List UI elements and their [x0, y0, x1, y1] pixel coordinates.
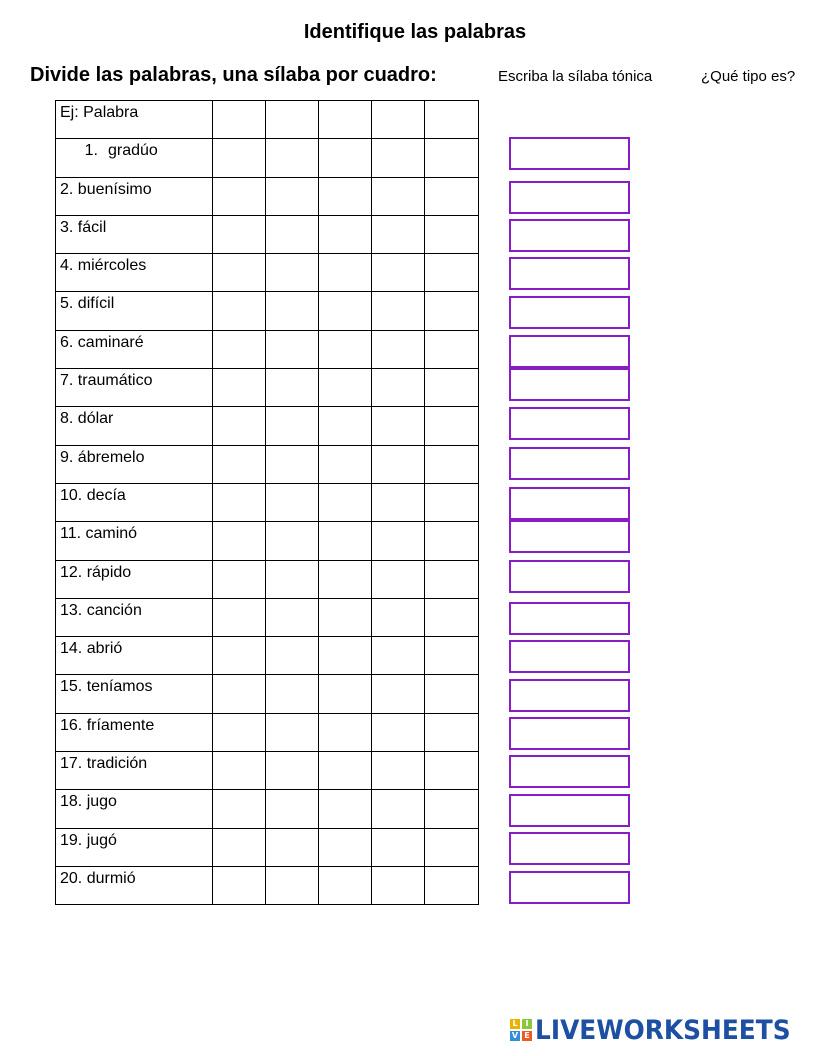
tonic-syllable-input[interactable]: [509, 520, 630, 553]
table-row: [56, 139, 479, 177]
syllable-input-cell[interactable]: [372, 215, 425, 253]
syllable-input-cell[interactable]: [266, 637, 319, 675]
syllable-input-cell[interactable]: [319, 215, 372, 253]
table-row: [56, 675, 479, 713]
word-cell: 5. difícil: [56, 292, 213, 330]
syllable-input-cell[interactable]: [425, 828, 479, 866]
word-cell: 20. durmió: [56, 866, 213, 904]
syllable-input-cell[interactable]: [213, 254, 266, 292]
syllable-input-cell[interactable]: [372, 560, 425, 598]
syllable-input-cell[interactable]: [425, 177, 479, 215]
tonic-syllable-input[interactable]: [509, 219, 630, 252]
syllable-input-cell[interactable]: [319, 483, 372, 521]
syllable-input-cell[interactable]: [372, 522, 425, 560]
word-cell: 12. rápido: [56, 560, 213, 598]
syllable-input-cell[interactable]: [319, 522, 372, 560]
word-cell: 8. dólar: [56, 407, 213, 445]
syllable-input-cell[interactable]: [372, 292, 425, 330]
tonic-syllable-input[interactable]: [509, 717, 630, 750]
syllable-cell: [425, 101, 479, 139]
syllable-input-cell[interactable]: [319, 713, 372, 751]
table-row: [56, 560, 479, 598]
syllable-input-cell[interactable]: [213, 866, 266, 904]
syllable-input-cell[interactable]: [319, 407, 372, 445]
syllable-input-cell[interactable]: [213, 790, 266, 828]
tonic-syllable-input[interactable]: [509, 640, 630, 673]
word-cell: 6. caminaré: [56, 330, 213, 368]
syllable-input-cell[interactable]: [266, 292, 319, 330]
syllable-input-cell[interactable]: [319, 828, 372, 866]
syllable-input-cell[interactable]: [213, 522, 266, 560]
syllable-input-cell[interactable]: [372, 254, 425, 292]
syllable-input-cell[interactable]: [425, 598, 479, 636]
page-title: Identifique las palabras: [303, 21, 527, 43]
syllable-cell: [213, 101, 266, 139]
logo-letter: V: [511, 1031, 519, 1040]
syllable-input-cell[interactable]: [213, 483, 266, 521]
table-row: [56, 713, 479, 751]
word-cell: 9. ábremelo: [56, 445, 213, 483]
syllable-input-cell[interactable]: [319, 139, 372, 177]
syllable-input-cell[interactable]: [266, 483, 319, 521]
syllable-input-cell[interactable]: [372, 713, 425, 751]
syllable-cell: [319, 101, 372, 139]
tonic-syllable-input[interactable]: [509, 487, 630, 520]
syllable-input-cell[interactable]: [372, 330, 425, 368]
liveworksheets-logo: [510, 1013, 813, 1047]
tonic-syllable-input[interactable]: [509, 137, 630, 170]
table-row: [56, 866, 479, 904]
tonic-syllable-input[interactable]: [509, 335, 630, 368]
tonic-syllable-input[interactable]: [509, 679, 630, 712]
tonic-syllable-input[interactable]: [509, 871, 630, 904]
table-row: [56, 330, 479, 368]
instructions-heading: Divide las palabras, una sílaba por cuadro:: [30, 64, 437, 86]
example-word-cell: Ej: Palabra: [56, 101, 213, 139]
syllable-input-cell[interactable]: [213, 215, 266, 253]
syllable-input-cell[interactable]: [213, 330, 266, 368]
syllable-input-cell[interactable]: [372, 752, 425, 790]
syllable-table: [55, 100, 479, 905]
syllable-input-cell[interactable]: [266, 866, 319, 904]
table-row: [56, 522, 479, 560]
syllable-input-cell[interactable]: [213, 292, 266, 330]
syllable-input-cell[interactable]: [372, 598, 425, 636]
logo-letter: I: [522, 1019, 532, 1029]
syllable-input-cell[interactable]: [425, 560, 479, 598]
syllable-input-cell[interactable]: [319, 637, 372, 675]
tonic-syllable-input[interactable]: [509, 296, 630, 329]
syllable-input-cell[interactable]: [266, 369, 319, 407]
tonic-syllable-header: Escriba la sílaba tónica: [498, 68, 653, 85]
syllable-input-cell[interactable]: [319, 254, 372, 292]
syllable-input-cell[interactable]: [319, 330, 372, 368]
tonic-syllable-input[interactable]: [509, 407, 630, 440]
table-row: [56, 254, 479, 292]
syllable-input-cell[interactable]: [372, 177, 425, 215]
syllable-input-cell[interactable]: [425, 330, 479, 368]
syllable-input-cell[interactable]: [319, 790, 372, 828]
word-cell: 17. tradición: [56, 752, 213, 790]
syllable-input-cell[interactable]: [213, 598, 266, 636]
syllable-input-cell[interactable]: [319, 177, 372, 215]
syllable-input-cell[interactable]: [319, 560, 372, 598]
syllable-input-cell[interactable]: [425, 292, 479, 330]
syllable-input-cell[interactable]: [213, 139, 266, 177]
table-row: [56, 790, 479, 828]
word-cell: 7. traumático: [56, 369, 213, 407]
syllable-input-cell[interactable]: [425, 139, 479, 177]
tonic-syllable-input[interactable]: [509, 181, 630, 214]
word-cell: 2. buenísimo: [56, 177, 213, 215]
table-row: [56, 177, 479, 215]
syllable-input-cell[interactable]: [425, 407, 479, 445]
syllable-input-cell[interactable]: [425, 790, 479, 828]
word-type-header: ¿Qué tipo es?: [701, 68, 796, 85]
syllable-cell: [266, 101, 319, 139]
syllable-input-cell[interactable]: [266, 598, 319, 636]
syllable-input-cell[interactable]: [425, 675, 479, 713]
syllable-input-cell[interactable]: [372, 675, 425, 713]
word-cell: 19. jugó: [56, 828, 213, 866]
syllable-input-cell[interactable]: [425, 254, 479, 292]
tonic-syllable-input[interactable]: [509, 602, 630, 635]
syllable-input-cell[interactable]: [319, 675, 372, 713]
logo-icon: [510, 1019, 532, 1041]
tonic-syllable-input[interactable]: [509, 755, 630, 788]
table-row: [56, 369, 479, 407]
word-cell: 18. jugo: [56, 790, 213, 828]
syllable-input-cell[interactable]: [425, 866, 479, 904]
syllable-input-cell[interactable]: [213, 713, 266, 751]
syllable-input-cell[interactable]: [266, 713, 319, 751]
syllable-input-cell[interactable]: [213, 828, 266, 866]
syllable-input-cell[interactable]: [425, 637, 479, 675]
word-label: gradúo: [108, 142, 158, 160]
table-row: [56, 828, 479, 866]
syllable-input-cell[interactable]: [266, 407, 319, 445]
syllable-input-cell[interactable]: [266, 330, 319, 368]
syllable-input-cell[interactable]: [425, 752, 479, 790]
syllable-input-cell[interactable]: [266, 254, 319, 292]
syllable-input-cell[interactable]: [425, 215, 479, 253]
syllable-input-cell[interactable]: [372, 637, 425, 675]
word-cell: 4. miércoles: [56, 254, 213, 292]
tonic-syllable-input[interactable]: [509, 257, 630, 290]
tonic-syllable-input[interactable]: [509, 447, 630, 480]
syllable-input-cell[interactable]: [213, 637, 266, 675]
word-cell: [56, 139, 213, 177]
table-row: [56, 407, 479, 445]
syllable-input-cell[interactable]: [213, 177, 266, 215]
syllable-input-cell[interactable]: [372, 139, 425, 177]
syllable-input-cell[interactable]: [425, 483, 479, 521]
tonic-syllable-input[interactable]: [509, 560, 630, 593]
word-cell: 10. decía: [56, 483, 213, 521]
table-row: [56, 483, 479, 521]
syllable-input-cell[interactable]: [319, 369, 372, 407]
syllable-input-cell[interactable]: [266, 215, 319, 253]
syllable-input-cell[interactable]: [372, 445, 425, 483]
table-row: [56, 215, 479, 253]
syllable-input-cell[interactable]: [213, 752, 266, 790]
syllable-input-cell[interactable]: [372, 407, 425, 445]
word-cell: 13. canción: [56, 598, 213, 636]
syllable-input-cell[interactable]: [425, 369, 479, 407]
syllable-input-cell[interactable]: [372, 790, 425, 828]
syllable-input-cell[interactable]: [213, 407, 266, 445]
table-row-example: [56, 101, 479, 139]
syllable-input-cell[interactable]: [266, 177, 319, 215]
tonic-syllable-input[interactable]: [509, 832, 630, 865]
syllable-input-cell[interactable]: [266, 675, 319, 713]
syllable-input-cell[interactable]: [319, 866, 372, 904]
table-row: [56, 752, 479, 790]
syllable-cell: [372, 101, 425, 139]
syllable-input-cell[interactable]: [266, 522, 319, 560]
tonic-syllable-input[interactable]: [509, 794, 630, 827]
syllable-input-cell[interactable]: [425, 522, 479, 560]
syllable-input-cell[interactable]: [372, 369, 425, 407]
word-cell: 3. fácil: [56, 215, 213, 253]
syllable-input-cell[interactable]: [319, 598, 372, 636]
syllable-input-cell[interactable]: [372, 483, 425, 521]
syllable-input-cell[interactable]: [266, 139, 319, 177]
table-row: [56, 292, 479, 330]
syllable-input-cell[interactable]: [372, 866, 425, 904]
syllable-input-cell[interactable]: [266, 790, 319, 828]
syllable-input-cell[interactable]: [425, 713, 479, 751]
syllable-input-cell[interactable]: [213, 445, 266, 483]
logo-letter: L: [510, 1019, 520, 1029]
brand-name: LIVEWORKSHEETS: [535, 1014, 791, 1046]
logo-letter: E: [522, 1031, 532, 1041]
syllable-input-cell[interactable]: [213, 560, 266, 598]
syllable-input-cell[interactable]: [213, 369, 266, 407]
table-row: [56, 637, 479, 675]
word-cell: 16. fríamente: [56, 713, 213, 751]
syllable-input-cell[interactable]: [425, 445, 479, 483]
list-number: 1.: [84, 142, 98, 160]
syllable-input-cell[interactable]: [319, 752, 372, 790]
syllable-input-cell[interactable]: [266, 752, 319, 790]
syllable-input-cell[interactable]: [319, 292, 372, 330]
syllable-input-cell[interactable]: [266, 560, 319, 598]
tonic-syllable-input[interactable]: [509, 368, 630, 401]
syllable-input-cell[interactable]: [266, 445, 319, 483]
syllable-input-cell[interactable]: [213, 675, 266, 713]
table-row: [56, 445, 479, 483]
word-cell: 15. teníamos: [56, 675, 213, 713]
word-cell: 11. caminó: [56, 522, 213, 560]
word-cell: 14. abrió: [56, 637, 213, 675]
syllable-input-cell[interactable]: [372, 828, 425, 866]
syllable-input-cell[interactable]: [319, 445, 372, 483]
table-row: [56, 598, 479, 636]
syllable-input-cell[interactable]: [266, 828, 319, 866]
